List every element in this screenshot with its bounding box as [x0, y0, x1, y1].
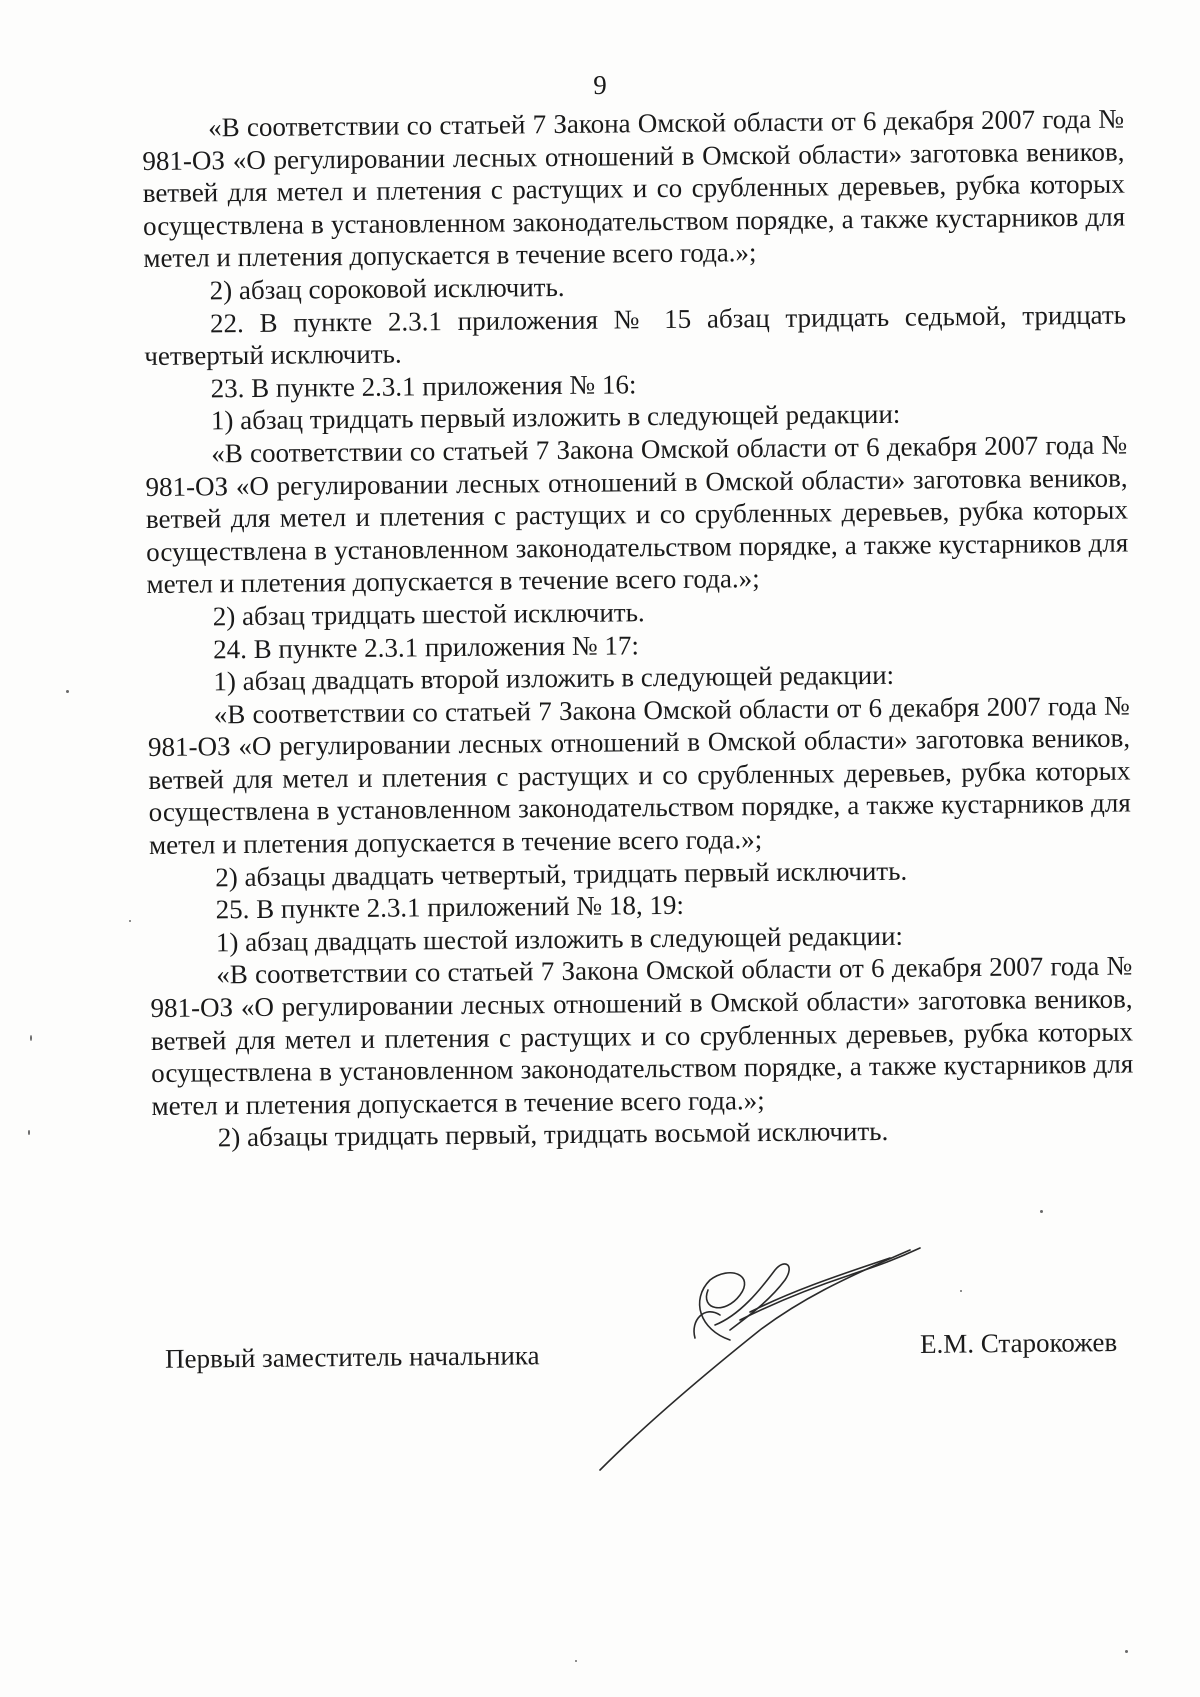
- paragraph: 25. В пункте 2.3.1 приложений № 18, 19:: [215, 890, 685, 925]
- paragraph: «В соответствии со статьей 7 Закона Омской области от 6 декабря 2007 года № 981-ОЗ «О регулировании лесных отношений в Омской области» заготовка веников, ветвей для метел и плетения с растущих и со срубленных деревьев, рубка которых осуществлена в установленном законодательством порядке, а также кустарников для метел и плетения допускается в течение всего года.»;: [145, 429, 1129, 600]
- handwritten-signature: [590, 1220, 930, 1480]
- paragraph: 1) абзац двадцать шестой изложить в следующей редакции:: [215, 920, 904, 958]
- paragraph: 22. В пункте 2.3.1 приложения № 15 абзац тридцать седьмой, тридцать четвертый исключить.: [144, 299, 1127, 372]
- paragraph: «В соответствии со статьей 7 Закона Омской области от 6 декабря 2007 года № 981-ОЗ «О регулировании лесных отношений в Омской области» заготовка веников, ветвей для метел и плетения с растущих и со срубленных деревьев, рубка которых осуществлена в установленном законодательством порядке, а также кустарников для метел и плетения допускается в течение всего года.»;: [147, 690, 1131, 861]
- paragraph: 2) абзац тридцать шестой исключить.: [212, 597, 645, 632]
- scan-speck: [66, 690, 69, 693]
- signer-position: Первый заместитель начальника: [164, 1340, 540, 1374]
- scan-speck: [1125, 1650, 1128, 1653]
- paragraph: 2) абзацы тридцать первый, тридцать восьмой исключить.: [217, 1116, 889, 1153]
- scan-speck: [30, 1035, 32, 1041]
- scan-speck: [1040, 1210, 1043, 1213]
- paragraph: 2) абзацы двадцать четвертый, тридцать первый исключить.: [215, 855, 908, 892]
- scan-speck: [28, 1130, 30, 1135]
- signer-name: Е.М. Старокожев: [919, 1327, 1118, 1359]
- scan-speck: [575, 1660, 577, 1662]
- paragraph: «В соответствии со статьей 7 Закона Омской области от 6 декабря 2007 года № 981-ОЗ «О регулировании лесных отношений в Омской области» заготовка веников, ветвей для метел и плетения с растущих и со срубленных деревьев, рубка которых осуществлена в установленном законодательством порядке, а также кустарников для метел и плетения допускается в течение всего года.»;: [142, 103, 1126, 274]
- paragraph: 1) абзац тридцать первый изложить в следующей редакции:: [210, 399, 901, 436]
- scan-speck: [960, 1290, 962, 1292]
- page-number: 9: [593, 70, 607, 100]
- document-body: [142, 103, 1134, 1155]
- paragraph: 23. В пункте 2.3.1 приложения № 16:: [210, 369, 637, 404]
- signature-block: [0, 1220, 1200, 1460]
- paragraph: 24. В пункте 2.3.1 приложения № 17:: [213, 629, 640, 664]
- paragraph: 2) абзац сороковой исключить.: [209, 271, 565, 306]
- scan-speck: [129, 920, 131, 922]
- paragraph: 1) абзац двадцать второй изложить в следующей редакции:: [213, 659, 895, 697]
- paragraph: «В соответствии со статьей 7 Закона Омской области от 6 декабря 2007 года № 981-ОЗ «О регулировании лесных отношений в Омской области» заготовка веников, ветвей для метел и плетения с растущих и со срубленных деревьев, рубка которых осуществлена в установленном законодательством порядке, а также кустарников для метел и плетения допускается в течение всего года.»;: [150, 950, 1134, 1121]
